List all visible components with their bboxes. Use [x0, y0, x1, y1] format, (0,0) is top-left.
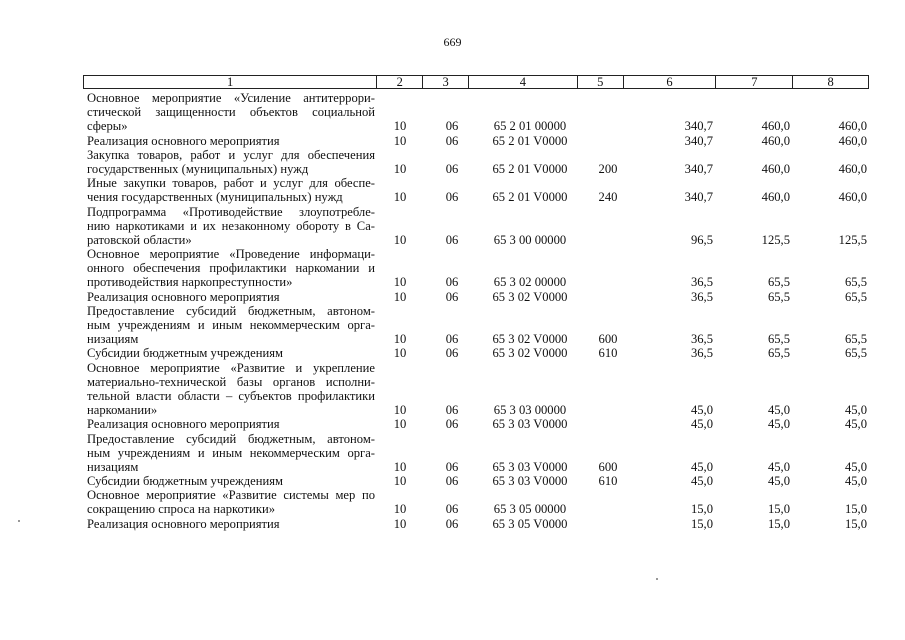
target-article-code: 65 2 01 V0000: [492, 190, 568, 205]
amount-year-2: 45,0: [767, 403, 790, 418]
amount-year-3: 65,5: [844, 289, 867, 304]
amount-year-2: 15,0: [767, 502, 790, 517]
amount-year-3: 15,0: [844, 516, 867, 531]
table-row: [0, 488, 905, 516]
row-description: [87, 91, 375, 134]
amount-year-2: 45,0: [767, 417, 790, 432]
description-line: государственных (муниципальных) нужд: [87, 161, 309, 176]
target-article-code: 65 3 02 00000: [493, 275, 567, 290]
table-row: [0, 205, 905, 248]
section-code: 10: [393, 474, 407, 489]
row-description: [87, 432, 375, 475]
description-line: наркомании»: [87, 403, 158, 418]
description-line: материально-технической базы органов исполни-: [87, 374, 375, 389]
description-line: Реализация основного мероприятия: [87, 133, 280, 148]
expense-type-code: 610: [598, 474, 618, 489]
page-number: 669: [443, 35, 462, 49]
header-cell-1: 1: [84, 76, 377, 88]
row-description: [87, 361, 375, 418]
amount-year-3: 45,0: [844, 459, 867, 474]
expense-type-code: 200: [598, 161, 618, 176]
header-cell-5: 5: [578, 76, 624, 88]
amount-year-3: 125,5: [838, 232, 867, 247]
section-code: 10: [393, 289, 407, 304]
header-cell-8: 8: [827, 75, 834, 89]
section-code: 10: [393, 502, 407, 517]
row-description: [87, 205, 375, 248]
row-description: [87, 148, 375, 176]
section-code: 10: [393, 417, 407, 432]
table-row: [0, 304, 905, 347]
table-row: [0, 247, 905, 290]
row-description: [87, 517, 375, 531]
subsection-code: 06: [445, 119, 459, 134]
description-line: Основное мероприятие «Развитие и укрепление: [87, 360, 375, 375]
amount-year-2: 65,5: [767, 346, 790, 361]
description-line: Основное мероприятие «Развитие системы мер по: [87, 488, 375, 503]
subsection-code: 06: [445, 332, 459, 347]
target-article-code: 65 3 03 00000: [493, 403, 567, 418]
description-line: низациям: [87, 459, 139, 474]
description-line: Подпрограмма «Противодействие злоупотребле-: [87, 204, 375, 219]
description-line: сокращению спроса на наркотики»: [87, 502, 276, 517]
table-row: [0, 417, 905, 431]
row-description: [87, 346, 375, 360]
amount-year-2: 460,0: [761, 161, 790, 176]
subsection-code: 06: [445, 133, 459, 148]
target-article-code: 65 2 01 00000: [493, 119, 567, 134]
target-article-code: 65 3 05 V0000: [492, 516, 568, 531]
row-description: [87, 176, 375, 204]
target-article-code: 65 3 02 V0000: [492, 332, 568, 347]
amount-year-1: 340,7: [684, 119, 713, 134]
table-body: [0, 91, 905, 531]
description-line: Реализация основного мероприятия: [87, 417, 280, 432]
section-code: 10: [393, 190, 407, 205]
table-row: [0, 474, 905, 488]
amount-year-1: 36,5: [690, 289, 713, 304]
amount-year-3: 460,0: [838, 161, 867, 176]
expense-type-code: 240: [598, 190, 618, 205]
section-code: 10: [393, 459, 407, 474]
description-line: тельной власти области – субъектов профилактики: [87, 388, 375, 403]
amount-year-1: 15,0: [690, 516, 713, 531]
amount-year-1: 36,5: [690, 346, 713, 361]
header-cell-2: 2: [377, 76, 423, 88]
subsection-code: 06: [445, 161, 459, 176]
amount-year-2: 125,5: [761, 232, 790, 247]
subsection-code: 06: [445, 190, 459, 205]
amount-year-3: 460,0: [838, 133, 867, 148]
amount-year-3: 460,0: [838, 190, 867, 205]
table-row: [0, 432, 905, 475]
amount-year-2: 45,0: [767, 459, 790, 474]
amount-year-2: 460,0: [761, 190, 790, 205]
amount-year-1: 45,0: [690, 403, 713, 418]
header-cell-7: 7: [716, 76, 793, 88]
description-line: Предоставление субсидий бюджетным, автоном-: [87, 303, 375, 318]
section-code: 10: [393, 232, 407, 247]
target-article-code: 65 3 05 00000: [493, 502, 567, 517]
description-line: Основное мероприятие «Проведение информаци-: [87, 247, 375, 262]
subsection-code: 06: [445, 346, 459, 361]
target-article-code: 65 3 03 V0000: [492, 417, 568, 432]
table-row: [0, 176, 905, 204]
section-code: 10: [393, 119, 407, 134]
subsection-code: 06: [445, 232, 459, 247]
description-line: ным учреждениям и иным некоммерческим орга-: [87, 318, 375, 332]
amount-year-2: 15,0: [767, 516, 790, 531]
section-code: 10: [393, 332, 407, 347]
amount-year-1: 340,7: [684, 161, 713, 176]
scan-speck: [18, 520, 20, 522]
target-article-code: 65 2 01 V0000: [492, 133, 568, 148]
table-row: [0, 91, 905, 134]
description-line: Субсидии бюджетным учреждениям: [87, 474, 283, 489]
description-line: стической защищенности объектов социальной: [87, 105, 375, 120]
subsection-code: 06: [445, 289, 459, 304]
target-article-code: 65 3 03 V0000: [492, 474, 568, 489]
amount-year-1: 45,0: [690, 459, 713, 474]
header-cell-4: 4: [469, 76, 578, 88]
expense-type-code: 600: [598, 332, 618, 347]
target-article-code: 65 3 02 V0000: [492, 346, 568, 361]
description-line: нию наркотиками и их незаконному обороту в Са-: [87, 218, 375, 233]
description-line: противодействия наркопреступности»: [87, 275, 293, 290]
target-article-code: 65 3 03 V0000: [492, 459, 568, 474]
amount-year-3: 65,5: [844, 332, 867, 347]
section-code: 10: [393, 403, 407, 418]
amount-year-1: 36,5: [690, 275, 713, 290]
table-row: [0, 290, 905, 304]
amount-year-3: 15,0: [844, 502, 867, 517]
amount-year-3: 460,0: [838, 119, 867, 134]
table-row: [0, 346, 905, 360]
amount-year-3: 45,0: [844, 403, 867, 418]
amount-year-3: 45,0: [844, 417, 867, 432]
amount-year-1: 96,5: [690, 232, 713, 247]
row-description: [87, 488, 375, 516]
row-description: [87, 417, 375, 431]
table-row: [0, 361, 905, 418]
amount-year-1: 340,7: [684, 190, 713, 205]
amount-year-1: 36,5: [690, 332, 713, 347]
expense-type-code: 610: [598, 346, 618, 361]
table-row: [0, 148, 905, 176]
amount-year-2: 65,5: [767, 289, 790, 304]
amount-year-2: 460,0: [761, 133, 790, 148]
description-line: Субсидии бюджетным учреждениям: [87, 346, 283, 361]
subsection-code: 06: [445, 474, 459, 489]
description-line: Реализация основного мероприятия: [87, 289, 280, 304]
target-article-code: 65 3 02 V0000: [492, 289, 568, 304]
row-description: [87, 247, 375, 290]
amount-year-1: 15,0: [690, 502, 713, 517]
description-line: онного обеспечения профилактики наркомании и: [87, 261, 375, 276]
section-code: 10: [393, 275, 407, 290]
description-line: Закупка товаров, работ и услуг для обеспечения: [87, 147, 375, 162]
subsection-code: 06: [445, 459, 459, 474]
amount-year-2: 460,0: [761, 119, 790, 134]
amount-year-2: 45,0: [767, 474, 790, 489]
description-line: Реализация основного мероприятия: [87, 516, 280, 531]
row-description: [87, 290, 375, 304]
table-row: [0, 517, 905, 531]
subsection-code: 06: [445, 516, 459, 531]
description-line: низациям: [87, 332, 139, 347]
row-description: [87, 304, 375, 347]
description-line: ным учреждениям и иным некоммерческим орга-: [87, 445, 375, 460]
description-line: Предоставление субсидий бюджетным, автоном-: [87, 431, 375, 446]
subsection-code: 06: [445, 403, 459, 418]
target-article-code: 65 3 00 00000: [493, 232, 567, 247]
description-line: сферы»: [87, 119, 128, 134]
section-code: 10: [393, 346, 407, 361]
row-description: [87, 474, 375, 488]
header-cell-3: 3: [423, 76, 469, 88]
section-code: 10: [393, 516, 407, 531]
amount-year-3: 65,5: [844, 346, 867, 361]
amount-year-2: 65,5: [767, 332, 790, 347]
scan-speck: [656, 578, 658, 580]
subsection-code: 06: [445, 417, 459, 432]
amount-year-1: 45,0: [690, 417, 713, 432]
amount-year-3: 65,5: [844, 275, 867, 290]
description-line: чения государственных (муниципальных) нужд: [87, 190, 343, 205]
amount-year-1: 340,7: [684, 133, 713, 148]
amount-year-2: 65,5: [767, 275, 790, 290]
subsection-code: 06: [445, 502, 459, 517]
description-line: ратовской области»: [87, 232, 192, 247]
table-row: [0, 134, 905, 148]
header-cell-6: 6: [624, 76, 717, 88]
amount-year-1: 45,0: [690, 474, 713, 489]
amount-year-3: 45,0: [844, 474, 867, 489]
section-code: 10: [393, 161, 407, 176]
row-description: [87, 134, 375, 148]
section-code: 10: [393, 133, 407, 148]
table-header: [83, 75, 869, 89]
expense-type-code: 600: [598, 459, 618, 474]
subsection-code: 06: [445, 275, 459, 290]
description-line: Иные закупки товаров, работ и услуг для обеспе-: [87, 176, 375, 191]
description-line: Основное мероприятие «Усиление антитеррори-: [87, 91, 375, 105]
target-article-code: 65 2 01 V0000: [492, 161, 568, 176]
